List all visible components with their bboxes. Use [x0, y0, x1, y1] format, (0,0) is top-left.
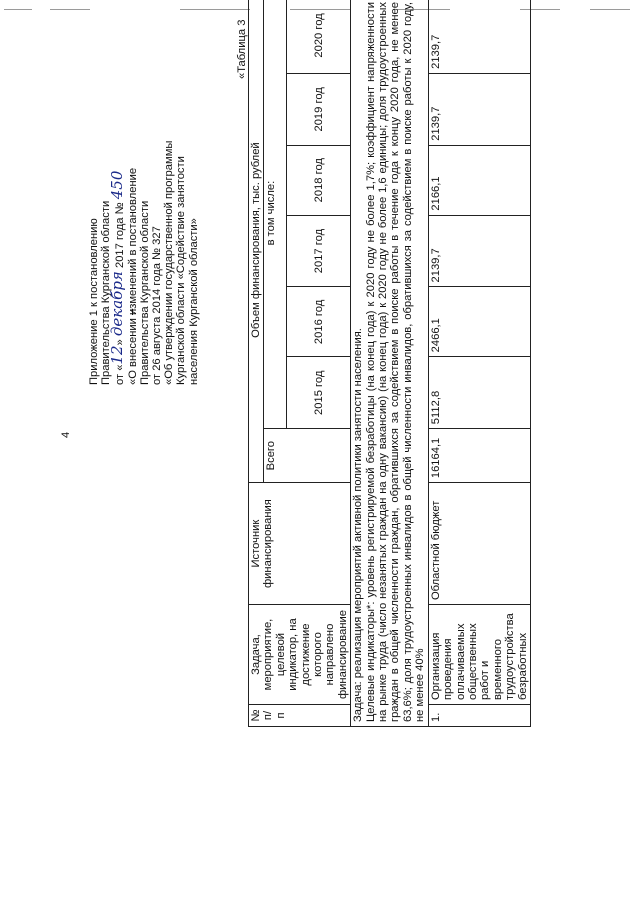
- row-source: Областной бюджет: [428, 483, 530, 605]
- table-label: «Таблица 3: [236, 19, 248, 79]
- header-year: 2015 год: [287, 357, 351, 429]
- task-block: [351, 0, 428, 727]
- row-value-2015: 5112,8: [428, 357, 530, 429]
- approval-line: Правительства Курганской области: [100, 200, 113, 385]
- approval-line: от 26 августа 2014 года № 327: [151, 226, 164, 385]
- header-number: № п/п: [249, 705, 351, 727]
- header-year: 2018 год: [287, 145, 351, 215]
- row-activity: Организация проведения оплачиваемых общественных работ и временного трудоустройства безработных: [428, 605, 530, 705]
- task-text: Задача: реализация мероприятий активной политики занятости населения.: [352, 328, 365, 722]
- approval-block: [88, 15, 200, 385]
- page-number: 4: [60, 431, 72, 438]
- handwritten-number: 450: [108, 170, 127, 200]
- approval-line: «Об утверждении государственной программы: [163, 140, 176, 385]
- row-value-2020: 2139,7: [428, 0, 530, 73]
- row-value-2017: 2139,7: [428, 215, 530, 287]
- approval-text: зменений в постановление: [126, 167, 139, 309]
- header-year: 2019 год: [287, 73, 351, 145]
- approval-line: населения Курганской области»: [187, 218, 200, 385]
- row-number: 1.: [428, 705, 530, 727]
- header-source: Источник финансирования: [249, 483, 351, 605]
- indicators-text: Целевые индикаторы*: уровень регистрируемой безработицы (на конец года) к 2020 году не более 1,7%; коэффициент напряженности на рынке труда (число незанятых граждан на одну вакансию) (на конец года) к 2020 году не более 1,6 единицы; доля трудоустроенных граждан в общей численности граждан, обратившихся за содействием в поиске работы в течение года к концу 2020 года, не менее 63,6%; доля трудоустроенных инвалидов в общей численности инвалидов, обратившихся за содействием в поиске работы к 2020 году, не менее 40%: [364, 2, 427, 722]
- table-row: [428, 0, 530, 727]
- approval-text: 2017 года №: [114, 199, 127, 272]
- approval-date-line: [108, 15, 127, 385]
- header-task: Задача, мероприятие, целевой индикатор, на достижение которого направлено финансирование: [249, 605, 351, 705]
- struck-letter: и: [126, 308, 139, 316]
- approval-line: [127, 15, 139, 385]
- row-total: 16164,1: [428, 429, 530, 483]
- header-year: 2016 год: [287, 287, 351, 357]
- handwritten-day: 12: [108, 345, 127, 365]
- approval-text: «О внесении: [126, 315, 139, 385]
- row-value-2016: 2466,1: [428, 287, 530, 357]
- approval-text: от «: [114, 364, 127, 385]
- row-value-2019: 2139,7: [428, 73, 530, 145]
- header-year: 2020 год: [287, 0, 351, 73]
- header-volume: Объем финансирования, тыс. рублей: [249, 0, 264, 483]
- approval-text: »: [114, 339, 127, 346]
- row-value-2018: 2166,1: [428, 145, 530, 215]
- header-total: Всего: [264, 429, 351, 483]
- approval-line: Правительства Курганской области: [138, 200, 151, 385]
- header-including: в том числе:: [264, 0, 287, 429]
- approval-line: Приложение 1 к постановлению: [88, 218, 100, 385]
- handwritten-month: декабря: [108, 271, 127, 337]
- financing-table: [248, 0, 531, 727]
- approval-line: Курганской области «Содействие занятости: [175, 156, 188, 385]
- header-year: 2017 год: [287, 215, 351, 287]
